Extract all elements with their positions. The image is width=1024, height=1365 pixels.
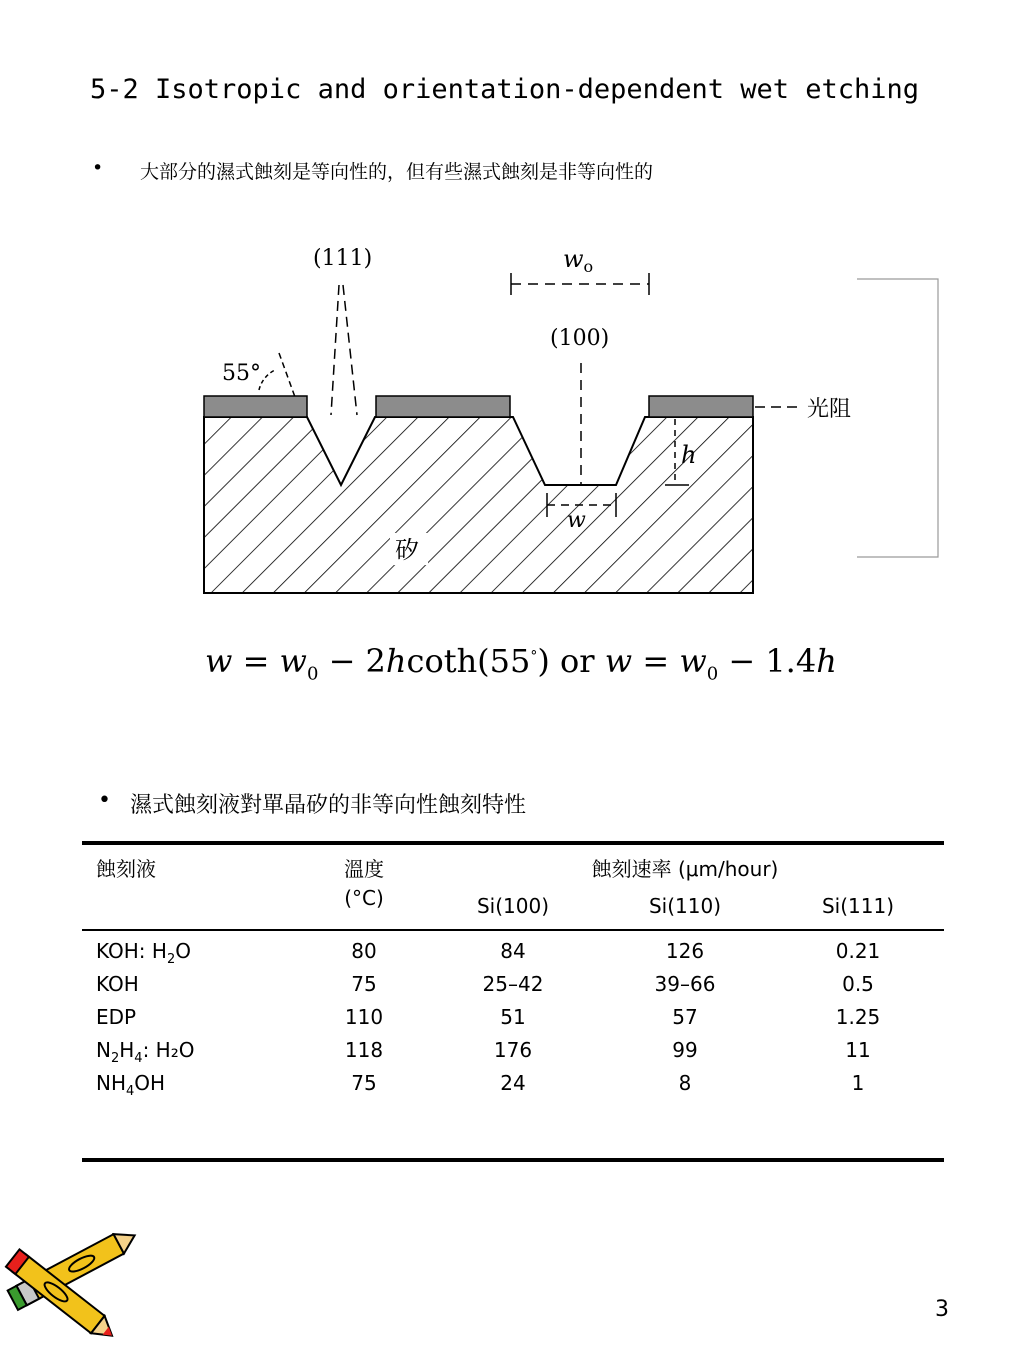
temperature-value: 80 — [351, 939, 377, 963]
etching-cross-section-diagram — [195, 235, 955, 605]
header-si100: Si(100) — [476, 894, 550, 918]
bullet-isotropic-text: 大部分的濕式蝕刻是等向性的，但有些濕式蝕刻是非等向性的 — [140, 161, 654, 183]
width-formula: $w = w_0 - 2hcoth(55^\circ)$ or $w = w_0 - 1.4h$ — [205, 642, 837, 685]
etchant-name: $NH_4OH$ — [96, 1071, 166, 1099]
etchant-name: EDP — [96, 1005, 137, 1029]
rate-si111-value: 1 — [851, 1071, 865, 1095]
rate-si111-value: 1.25 — [835, 1005, 881, 1029]
rate-si100-value: 25–42 — [482, 972, 544, 996]
temperature-value: 75 — [351, 972, 377, 996]
header-temperature: 溫度 — [344, 857, 384, 881]
rate-si111-value: 0.21 — [835, 939, 881, 963]
silicon-substrate — [204, 417, 753, 593]
temperature-value: 110 — [344, 1005, 384, 1029]
rate-si110-value: 57 — [672, 1005, 698, 1029]
silicon-label: 矽 — [395, 536, 419, 564]
table-header-rule — [82, 929, 944, 931]
rate-si100-value: 176 — [493, 1038, 533, 1062]
rate-si110-value: 8 — [678, 1071, 692, 1095]
bullet-dot: • — [92, 157, 104, 179]
rate-si110-value: 126 — [665, 939, 705, 963]
header-etchant: 蝕刻液 — [96, 857, 156, 881]
rate-si100-value: 24 — [500, 1071, 526, 1095]
photoresist-middle — [376, 396, 510, 417]
photoresist-right — [649, 396, 753, 417]
rate-si110-value: 99 — [672, 1038, 698, 1062]
plane-100-label: (100) — [550, 326, 610, 351]
page-number: 3 — [935, 1297, 949, 1322]
temperature-value: 118 — [344, 1038, 384, 1062]
pencils-clipart-icon — [0, 1220, 140, 1340]
height-h-label: h — [681, 441, 697, 469]
width-w-label: w — [567, 508, 586, 533]
page-title: 5-2 Isotropic and orientation-dependent wet etching — [90, 74, 920, 105]
photoresist-left — [204, 396, 307, 417]
table-top-rule — [82, 841, 944, 845]
bullet-dot: • — [98, 788, 111, 813]
temperature-value: 75 — [351, 1071, 377, 1095]
etchant-name: KOH: $H_2O$ — [96, 939, 191, 967]
plane-111-label: (111) — [313, 246, 373, 271]
rate-si100-value: 84 — [500, 939, 526, 963]
photoresist-label: 光阻 — [807, 397, 852, 422]
table-bottom-rule — [82, 1158, 944, 1162]
bullet-anisotropic-text: 濕式蝕刻液對單晶矽的非等向性蝕刻特性 — [130, 793, 527, 818]
header-si111: Si(111) — [821, 894, 895, 918]
angle-55-label: 55° — [222, 361, 261, 386]
w0-label: $w_o$ — [563, 245, 594, 276]
rate-si111-value: 0.5 — [842, 972, 874, 996]
etchant-name: KOH — [96, 972, 139, 996]
rate-si111-value: 11 — [845, 1038, 871, 1062]
rate-si110-value: 39–66 — [654, 972, 716, 996]
header-temperature-unit: (°C) — [344, 886, 384, 910]
rate-si100-value: 51 — [500, 1005, 526, 1029]
header-etch-rate: 蝕刻速率 (μm/hour) — [591, 857, 779, 881]
header-si110: Si(110) — [648, 894, 722, 918]
etchant-name: $N_2H_4$: H₂O — [96, 1038, 195, 1066]
